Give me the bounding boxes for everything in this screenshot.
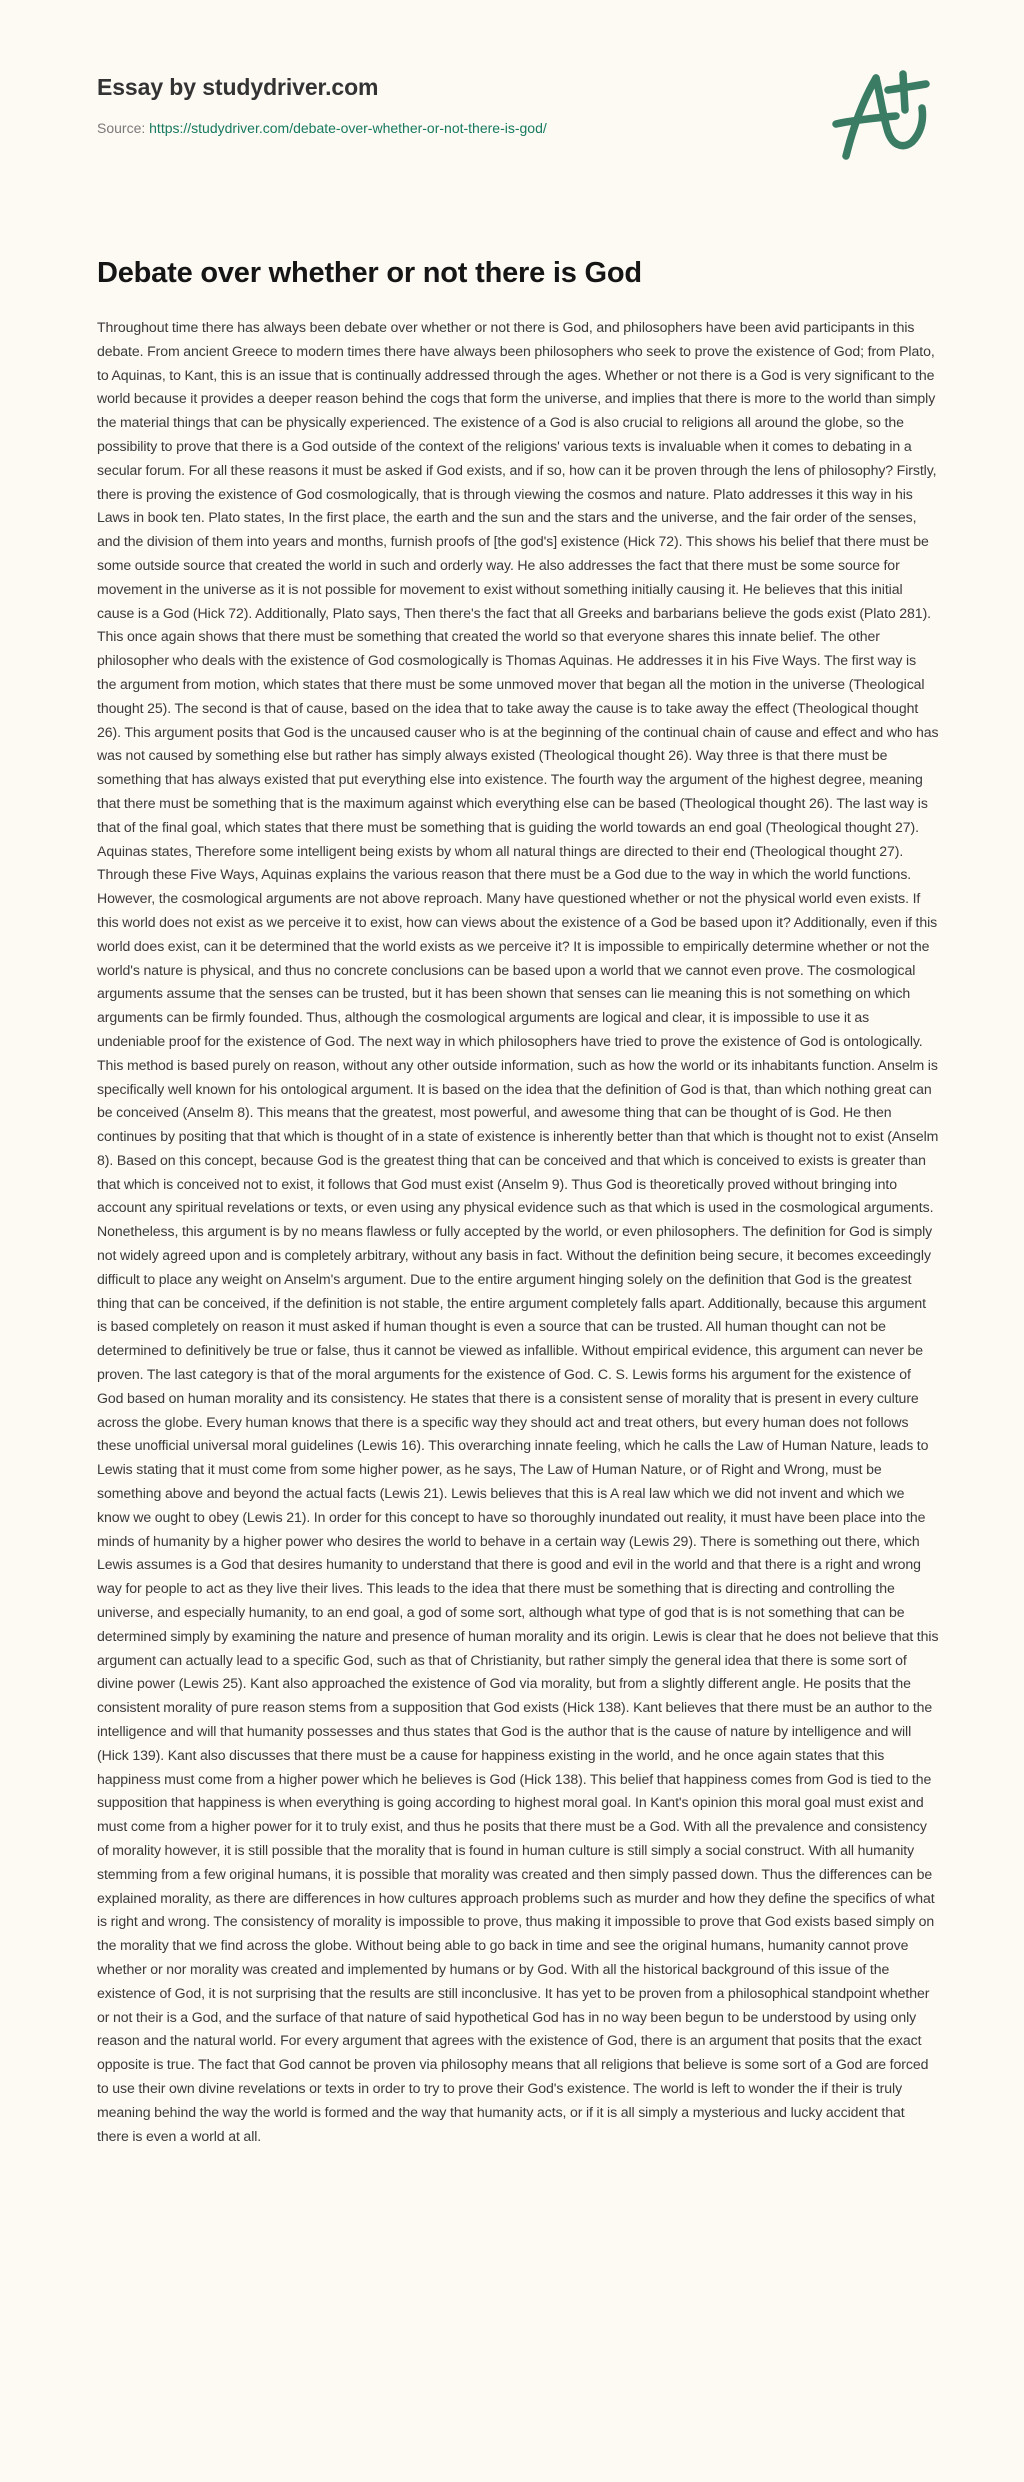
a-plus-grade-icon (826, 66, 938, 166)
article-title: Debate over whether or not there is God (97, 257, 642, 289)
source-link[interactable]: https://studydriver.com/debate-over-whether-or-not-there-is-god/ (149, 120, 547, 136)
source-label: Source: (97, 120, 150, 136)
site-title: Essay by studydriver.com (97, 74, 379, 100)
article (97, 252, 939, 2162)
site-header (97, 70, 937, 138)
article-body: Throughout time there has always been debate over whether or not there is God, and philosophers have been avid participants in this debate. From ancient Greece to modern times there have always been philosophers who seek to prove the existence of God; from Plato, to Aquinas, to Kant, this is an issue that is continually addressed through the ages. Whether or not there is a God is very significant to the world because it provides a deeper reason behind the cogs that form the universe, and implies that there is more to the world than simply the material things that can be physically experienced. The existence of a God is also crucial to religions all around the globe, so the possibility to prove that there is a God outside of the context of the religions' various texts is invaluable when it comes to debating in a secular forum. For all these reasons it must be asked if God exists, and if so, how can it be proven through the lens of philosophy? Firstly, there is proving the existence of God cosmologically, that is through viewing the cosmos and nature. Plato addresses it this way in his Laws in book ten. Plato states, In the first place, the earth and the sun and the stars and the universe, and the fair order of the senses, and the division of them into years and months, furnish proofs of [the god's] existence (Hick 72). This shows his belief that there must be some outside source that created the world in such and orderly way. He also addresses the fact that there must be some source for movement in the universe as it is not possible for movement to exist without something initially causing it. He believes that this initial cause is a God (Hick 72). Additionally, Plato says, Then there's the fact that all Greeks and barbarians believe the gods exist (Plato 281). This once again shows that there must be something that created the world so that everyone shares this innate belief. The other philosopher who deals with the existence of God cosmologically is Thomas Aquinas. He addresses it in his Five Ways. The first way is the argument from motion, which states that there must be some unmoved mover that began all the motion in the universe (Theological thought 25). The second is that of cause, based on the idea that to take away the cause is to take away the effect (Theological thought 26). This argument posits that God is the uncaused causer who is at the beginning of the continual chain of cause and effect and who has was not caused by something else but rather has simply always existed (Theological thought 26). Way three is that there must be something that has always existed that put everything else into existence. The fourth way the argument of the highest degree, meaning that there must be something that is the maximum against which everything else can be based (Theological thought 26). The last way is that of the final goal, which states that there must be something that is guiding the world towards an end goal (Theological thought 27). Aquinas states, Therefore some intelligent being exists by whom all natural things are directed to their end (Theological thought 27). Through these Five Ways, Aquinas explains the various reason that there must be a God due to the way in which the world functions. However, the cosmological arguments are not above reproach. Many have questioned whether or not the physical world even exists. If this world does not exist as we perceive it to exist, how can views about the existence of a God be based upon it? Additionally, even if this world does exist, can it be determined that the world exists as we perceive it? It is impossible to empirically determine whether or not the world's nature is physical, and thus no concrete conclusions can be based upon a world that we cannot even prove. The cosmological arguments assume that the senses can be trusted, but it has been shown that senses can lie meaning this is not something on which arguments can be firmly founded. Thus, although the cosmological arguments are logical and clear, it is impossible to use it as undeniable proof for the existence of God. The next way in which philosophers have tried to prove the existence of God is ontologically. This method is based purely on reason, without any other outside information, such as how the world or its inhabitants function. Anselm is specifically well known for his ontological argument. It is based on the idea that the definition of God is that, than which nothing great can be conceived (Anselm 8). This means that the greatest, most powerful, and awesome thing that can be thought of is God. He then continues by positing that that which is thought of in a state of existence is inherently better than that which is thought not to exist (Anselm 8). Based on this concept, because God is the greatest thing that can be conceived and that which is conceived to exists is greater than that which is conceived not to exist, it follows that God must exist (Anselm 9). Thus God is theoretically proved without bringing into account any spiritual revelations or texts, or even using any physical evidence such as that which is used in the cosmological arguments. Nonetheless, this argument is by no means flawless or fully accepted by the world, or even philosophers. The definition for God is simply not widely agreed upon and is completely arbitrary, without any basis in fact. Without the definition being secure, it becomes exceedingly difficult to place any weight on Anselm's argument. Due to the entire argument hinging solely on the definition that God is the greatest thing that can be conceived, if the definition is not stable, the entire argument completely falls apart. Additionally, because this argument is based completely on reason it must asked if human thought is even a source that can be trusted. All human thought can not be determined to definitively be true or false, thus it cannot be viewed as infallible. Without empirical evidence, this argument can never be proven. The last category is that of the moral arguments for the existence of God. C. S. Lewis forms his argument for the existence of God based on human morality and its consistency. He states that there is a consistent sense of morality that is present in every culture across the globe. Every human knows that there is a specific way they should act and treat others, but every human does not follows these unofficial universal moral guidelines (Lewis 16). This overarching innate feeling, which he calls the Law of Human Nature, leads to Lewis stating that it must come from some higher power, as he says, The Law of Human Nature, or of Right and Wrong, must be something above and beyond the actual facts (Lewis 21). Lewis believes that this is A real law which we did not invent and which we know we ought to obey (Lewis 21). In order for this concept to have so thoroughly inundated out reality, it must have been place into the minds of humanity by a higher power who desires the world to behave in a certain way (Lewis 29). There is something out there, which Lewis assumes is a God that desires humanity to understand that there is good and evil in the world and that there is a right and wrong way for people to act as they live their lives. This leads to the idea that there must be something that is directing and controlling the universe, and especially humanity, to an end goal, a god of some sort, although what type of god that is is not something that can be determined simply by examining the nature and presence of human morality and its origin. Lewis is clear that he does not believe that this argument can actually lead to a specific God, such as that of Christianity, but rather simply the general idea that there is some sort of divine power (Lewis 25). Kant also approached the existence of God via morality, but from a slightly different angle. He posits that the consistent morality of pure reason stems from a supposition that God exists (Hick 138). Kant believes that there must be an author to the intelligence and will that humanity possesses and thus states that God is the author that is the cause of nature by intelligence and will (Hick 139). Kant also discusses that there must be a cause for happiness existing in the world, and he once again states that this happiness must come from a higher power which he believes is God (Hick 138). This belief that happiness comes from God is tied to the supposition that happiness is when everything is going according to highest moral goal. In Kant's opinion this moral goal must exist and must come from a higher power for it to truly exist, and thus he posits that there must be a God. With all the prevalence and consistency of morality however, it is still possible that the morality that is found in human culture is still simply a social construct. With all humanity stemming from a few original humans, it is possible that morality was created and then simply passed down. Thus the differences can be explained morality, as there are differences in how cultures approach problems such as murder and how they define the specifics of what is right and wrong. The consistency of morality is impossible to prove, thus making it impossible to prove that God exists based simply on the morality that we find across the globe. Without being able to go back in time and see the original humans, humanity cannot prove whether or nor morality was created and implemented by humans or by God. With all the historical background of this issue of the existence of God, it is not surprising that the results are still inconclusive. It has yet to be proven from a philosophical standpoint whether or not their is a God, and the surface of that nature of said hypothetical God has in no way been begun to be understood by using only reason and the natural world. For every argument that agrees with the existence of God, there is an argument that posits that the exact opposite is true. The fact that God cannot be proven via philosophy means that all religions that believe is some sort of a God are forced to use their own divine revelations or texts in order to try to prove their God's existence. The world is left to wonder the if their is truly meaning behind the way the world is formed and the way that humanity acts, or if it is all simply a mysterious and lucky accident that there is even a world at all. (97, 319, 939, 2144)
source-line (97, 118, 937, 138)
